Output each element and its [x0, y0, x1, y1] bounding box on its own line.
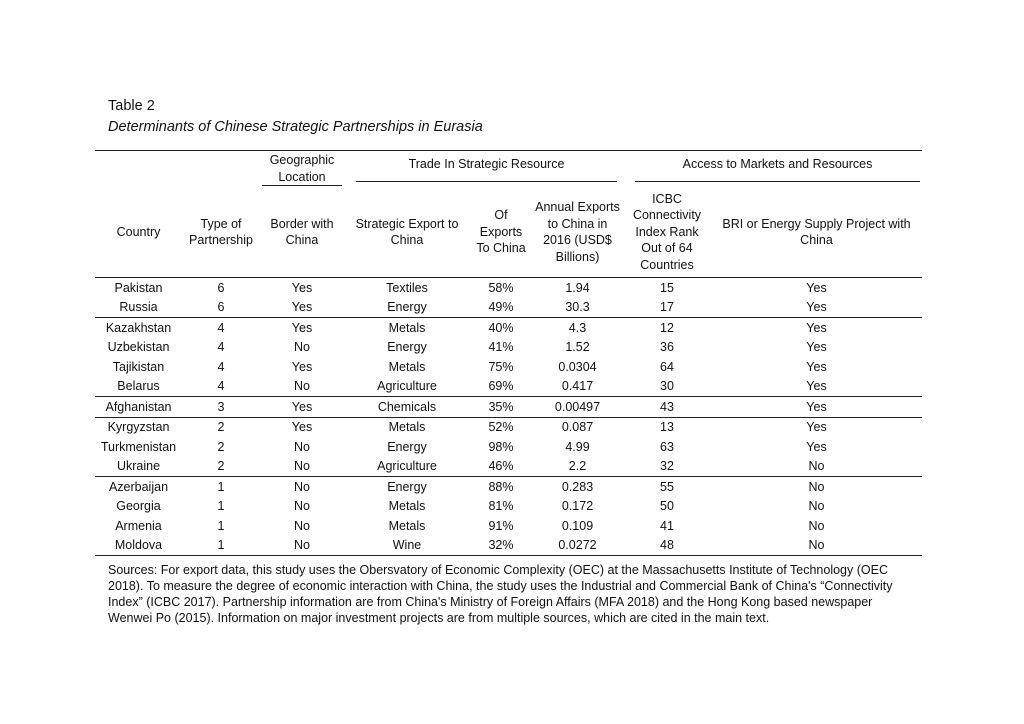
- table-cell: 0.417: [561, 379, 594, 393]
- table-cell: 15: [660, 280, 674, 295]
- table-cell: No: [711, 477, 922, 497]
- table-sources-note: Sources: For export data, this study uses the Obersvatory of Economic Complexity (OEC) at the Massachusetts Institute of Technology (OEC 2018). To measure the degree of economic interaction with China, the study uses the Industrial and Commercial Bank of China's “Connectivity Index” (ICBC 2017). Partnership information are from China's Ministry of Foreign Affairs (MFA 2018) and the Hong Kong based newspaper Wenwei Po (2015). Information on major investment projects are from multiple sources, which are cited in the main text.: [108, 563, 893, 625]
- table-cell: Yes: [806, 300, 827, 314]
- table-cell: 50: [660, 499, 674, 513]
- table-cell: 46%: [488, 459, 514, 473]
- country-cell: Azerbaijan: [95, 477, 182, 497]
- table-cell: 0.283: [532, 477, 623, 497]
- table-cell: 1.94: [565, 280, 590, 295]
- table-cell: No: [294, 499, 310, 513]
- table-cell: 32: [660, 459, 674, 473]
- table-cell: 13: [623, 417, 711, 437]
- country-cell: Tajikistan: [112, 359, 165, 374]
- column-header: Type of Partnership: [182, 187, 260, 278]
- table-cell: 2: [217, 459, 225, 473]
- table-cell: Metals: [344, 417, 470, 437]
- table-cell: 41%: [488, 340, 514, 354]
- table-cell: 0.00497: [532, 397, 623, 418]
- group-header-access: Access to Markets and Resources: [623, 151, 922, 188]
- table-cell: Yes: [806, 340, 827, 354]
- table-cell: Yes: [260, 417, 344, 437]
- column-header: ICBC Connectivity Index Rank Out of 64 Countries: [623, 187, 711, 278]
- table-cell: Energy: [387, 439, 427, 454]
- table-cell: Yes: [291, 359, 313, 374]
- table-cell: No: [294, 379, 310, 393]
- table-cell: Textiles: [386, 280, 428, 295]
- table-row: [95, 417, 922, 437]
- table-cell: Yes: [806, 280, 827, 295]
- table-cell: 36: [660, 340, 674, 354]
- table-cell: Metals: [344, 318, 470, 338]
- table-number: Table 2: [108, 98, 155, 114]
- table-cell: 4.99: [565, 439, 590, 454]
- country-cell: Ukraine: [116, 459, 161, 473]
- table-cell: 4: [217, 340, 225, 354]
- table-cell: 52%: [470, 417, 532, 437]
- country-cell: Kyrgyzstan: [95, 417, 182, 437]
- table-row: [95, 338, 922, 358]
- table-cell: 55: [623, 477, 711, 497]
- table-cell: 1: [182, 477, 260, 497]
- table-cell: 1.52: [565, 340, 590, 354]
- table-cell: 6: [217, 280, 225, 295]
- table-cell: 0.087: [532, 417, 623, 437]
- table-row: [95, 477, 922, 497]
- column-header: Of Exports To China: [470, 187, 532, 278]
- column-header-row: [95, 187, 922, 278]
- table-cell: 64: [660, 359, 674, 374]
- table-cell: 32%: [470, 536, 532, 556]
- table-cell: Yes: [711, 417, 922, 437]
- data-table: [95, 150, 922, 556]
- table-cell: 69%: [488, 379, 514, 393]
- table-cell: Yes: [711, 318, 922, 338]
- table-cell: 81%: [488, 499, 514, 513]
- country-cell: Kazakhstan: [95, 318, 182, 338]
- table-cell: 2: [217, 439, 225, 454]
- table-cell: Energy: [387, 340, 427, 354]
- table-cell: Metals: [388, 359, 426, 374]
- table-cell: Yes: [291, 280, 313, 295]
- table-row: [95, 357, 922, 377]
- table-cell: 0.109: [561, 518, 594, 533]
- table-row: [95, 298, 922, 318]
- table-row: [95, 437, 922, 457]
- country-cell: Georgia: [116, 499, 161, 513]
- country-cell: Russia: [119, 300, 158, 314]
- table-cell: 4.3: [532, 318, 623, 338]
- table-row: [95, 457, 922, 477]
- table-cell: Energy: [387, 300, 427, 314]
- column-header: Strategic Export to China: [344, 187, 470, 278]
- table-cell: 0.172: [561, 499, 594, 513]
- table-cell: 12: [623, 318, 711, 338]
- column-header: Country: [95, 187, 182, 278]
- table-cell: 48: [623, 536, 711, 556]
- group-header-trade: Trade In Strategic Resource: [344, 151, 623, 188]
- table-cell: 6: [217, 300, 225, 314]
- table-cell: 49%: [488, 300, 514, 314]
- table-row: [95, 497, 922, 517]
- table-cell: 4: [217, 359, 225, 374]
- table-cell: Yes: [260, 397, 344, 418]
- table-cell: Yes: [806, 359, 827, 374]
- table-cell: 30: [660, 379, 674, 393]
- table-cell: 2: [182, 417, 260, 437]
- country-cell: Armenia: [115, 518, 162, 533]
- table-cell: 98%: [488, 439, 514, 454]
- table-row: [95, 377, 922, 397]
- table-cell: 63: [660, 439, 674, 454]
- country-cell: Moldova: [95, 536, 182, 556]
- table-cell: 35%: [470, 397, 532, 418]
- table-cell: No: [260, 477, 344, 497]
- table-cell: No: [711, 536, 922, 556]
- country-cell: Afghanistan: [95, 397, 182, 418]
- table-cell: Yes: [711, 397, 922, 418]
- table-cell: Energy: [344, 477, 470, 497]
- table-cell: 75%: [488, 359, 514, 374]
- table-cell: 1: [217, 499, 225, 513]
- column-header: BRI or Energy Supply Project with China: [711, 187, 922, 278]
- table-cell: 2.2: [568, 459, 587, 473]
- table-cell: Agriculture: [377, 379, 437, 393]
- table-cell: 1: [217, 518, 225, 533]
- country-cell: Uzbekistan: [107, 340, 170, 354]
- table-cell: Yes: [260, 318, 344, 338]
- table-cell: No: [294, 459, 310, 473]
- table-cell: 17: [660, 300, 674, 314]
- table-body: [95, 278, 922, 556]
- table-cell: Yes: [806, 379, 827, 393]
- country-cell: Pakistan: [114, 280, 163, 295]
- table-cell: Yes: [806, 439, 827, 454]
- table-cell: Metals: [388, 518, 426, 533]
- table-cell: 1: [182, 536, 260, 556]
- table-cell: No: [808, 459, 825, 473]
- table-cell: No: [808, 499, 825, 513]
- country-cell: Belarus: [117, 379, 160, 393]
- table-cell: No: [808, 518, 825, 533]
- table-cell: 88%: [470, 477, 532, 497]
- table-cell: 41: [660, 518, 674, 533]
- table-cell: 4: [182, 318, 260, 338]
- table-title: Determinants of Chinese Strategic Partnerships in Eurasia: [108, 119, 483, 135]
- table-cell: Wine: [344, 536, 470, 556]
- table-cell: Chemicals: [344, 397, 470, 418]
- table-cell: 91%: [488, 518, 514, 533]
- column-header: Border with China: [260, 187, 344, 278]
- group-header-geographic: Geographic Location: [260, 151, 344, 188]
- table-cell: No: [294, 340, 310, 354]
- country-cell: Turkmenistan: [100, 439, 177, 454]
- table-cell: No: [260, 536, 344, 556]
- table-cell: 3: [182, 397, 260, 418]
- table-cell: Yes: [291, 300, 313, 314]
- table-row: [95, 536, 922, 556]
- table-cell: 0.0304: [558, 359, 597, 374]
- table-row: [95, 278, 922, 298]
- table-cell: 40%: [470, 318, 532, 338]
- table-cell: 0.0272: [532, 536, 623, 556]
- table-cell: Metals: [388, 499, 426, 513]
- table-cell: 58%: [488, 280, 514, 295]
- column-header: Annual Exports to China in 2016 (USD$ Billions): [532, 187, 623, 278]
- table-cell: No: [294, 439, 310, 454]
- table-row: [95, 318, 922, 338]
- table-cell: 4: [217, 379, 225, 393]
- table-row: [95, 516, 922, 536]
- table-row: [95, 397, 922, 418]
- group-header-row: [95, 151, 922, 188]
- table-cell: Agriculture: [377, 459, 437, 473]
- table-cell: No: [294, 518, 310, 533]
- table-cell: 30.3: [565, 300, 590, 314]
- table-cell: 43: [623, 397, 711, 418]
